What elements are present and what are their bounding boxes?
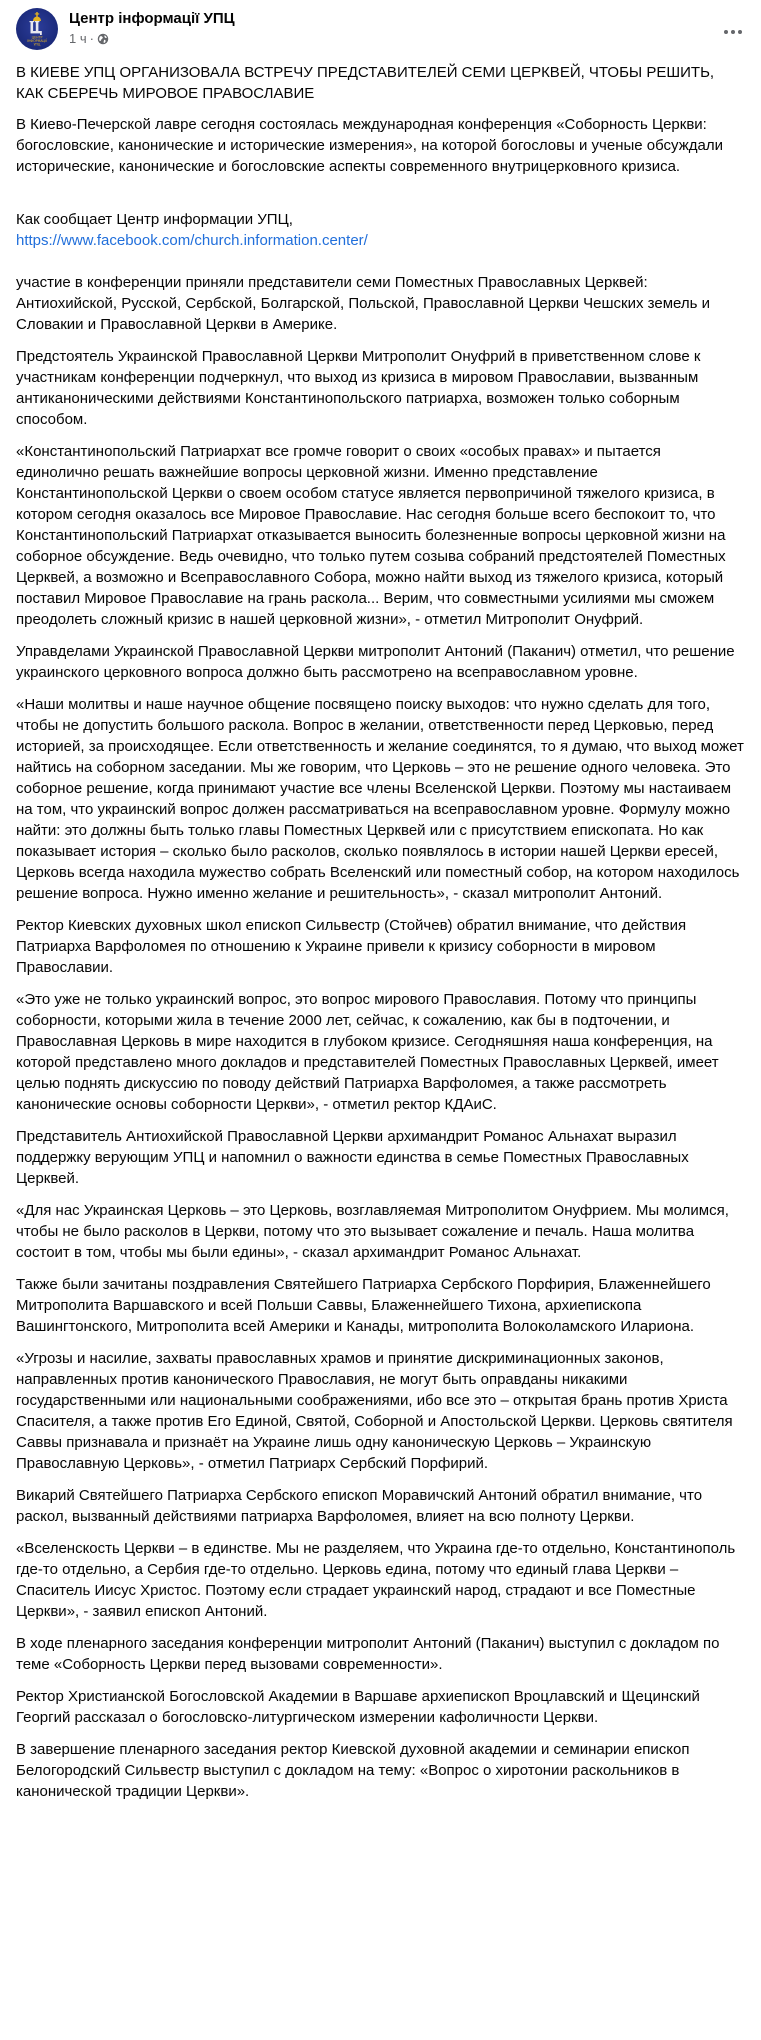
svg-text:ЦЕНТР: ЦЕНТР — [31, 35, 43, 40]
post-paragraph: «Угрозы и насилие, захваты православных храмов и принятие дискриминационных законов, направленных против канонического Православия, не могут быть оправданы никакими государственными или национальными соображениями, ибо все это – открытая брань против Христа Спасителя, а также против Его Единой, Святой, Соборной и Апостольской Церкви. Церковь святителя Саввы признавала и признаёт на Украине лишь одну каноническую Церковь – Украинскую Православную Церковь», - отметил Патриарх Сербский Порфирий. — [16, 1350, 733, 1472]
more-dot — [731, 30, 735, 34]
post-body — [0, 62, 761, 1802]
post-paragraph: «Наши молитвы и наше научное общение посвящено поиску выходов: что нужно сделать для того, чтобы не допустить большого раскола. Вопрос в желании, ответственности перед Церковью, перед историей, за происходящее. Если ответственность и желание соединятся, то я думаю, что выход может найтись на соборном заседании. Мы же говорим, что Церковь – это не решение одного человека. Это соборное решение, когда принимают участие все члены Вселенской Церкви. Поэтому мы настаиваем на том, что украинский вопрос должен рассматриваться на всеправославном уровне. Формулу можно найти: это должны быть только главы Поместных Церквей или с присутствием епископата. Но как показывает история – сколько было расколов, сколько появлялось в истории нашей Церкви ересей, Церковь всегда находила мужество собрать Вселенский или поместный собор, на котором находилось решение вопроса. Нужно именно желание и решительность», - сказал митрополит Антоний. — [16, 696, 744, 902]
source-rest: участие в конференции приняли представители семи Поместных Православных Церквей: Антиохийской, Русской, Сербской, Болгарской, Польской, Православной Церкви Чешских земель и Словакии и Православной Церкви в Америке. — [16, 274, 710, 333]
post-paragraph: Представитель Антиохийской Православной Церкви архимандрит Романос Альнахат выразил поддержку верующим УПЦ и напомнил о важности единства в семье Поместных Православных Церквей. — [16, 1128, 689, 1187]
separator-dot: · — [89, 31, 94, 46]
post-paragraph: «Вселенскость Церкви – в единстве. Мы не разделяем, что Украина где-то отдельно, Константинополь где-то отдельно, а Сербия где-то отдельно. Церковь едина, потому что единый глава Церкви – Спаситель Иисус Христос. Поэтому если страдает украинский народ, страдают и все Поместные Церкви», - заявил епископ Антоний. — [16, 1540, 736, 1620]
globe-icon[interactable] — [97, 33, 109, 45]
svg-text:ІНФОРМАЦІЇ: ІНФОРМАЦІЇ — [27, 39, 47, 43]
post-paragraph: Управделами Украинской Православной Церкви митрополит Антоний (Паканич) отметил, что решение украинского церковного вопроса должно быть рассмотрено на всеправославном уровне. — [16, 643, 735, 681]
source-link[interactable]: https://www.facebook.com/church.information.center/ — [16, 232, 368, 249]
page-name-link[interactable]: Центр інформації УПЦ — [69, 10, 235, 27]
post-paragraph: «Константинопольский Патриархат все громче говорит о своих «особых правах» и пытается единолично решать важнейшие вопросы церковной жизни. Именно представление Константинопольской Церкви о своем особом статусе является первопричиной тяжелого кризиса, в котором сегодня оказалось все Мировое Православие. Нас сегодня больше всего беспокоит то, что Константинопольский Патриархат отказывается выносить болезненные вопросы церковной жизни на соборное обсуждение. Ведь очевидно, что только путем созыва собраний предстоятелей Поместных Церквей, а возможно и Всеправославного Собора, можно найти выход из тяжелого кризиса, который поставил Мировое Православие на грань раскола... Верим, что совместными усилиями мы сможем преодолеть сложный кризис в нашей церковной жизни», - отметил Митрополит Онуфрий. — [16, 443, 726, 628]
post-headline: В КИЕВЕ УПЦ ОРГАНИЗОВАЛА ВСТРЕЧУ ПРЕДСТАВИТЕЛЕЙ СЕМИ ЦЕРКВЕЙ, ЧТОБЫ РЕШИТЬ, КАК СБЕРЕЧЬ МИРОВОЕ ПРАВОСЛАВИЕ — [16, 64, 715, 102]
post-paragraph: В Киево-Печерской лавре сегодня состоялась международная конференция «Соборность Церкви: богословские, канонические и исторические измерения», на которой богословы и ученые обсуждали исторические, канонические и богословские аспекты современного внутрицерковного кризиса. — [16, 116, 723, 175]
more-options-button[interactable] — [715, 14, 751, 50]
post-header — [0, 0, 761, 62]
more-horizontal-icon — [724, 30, 728, 34]
church-logo-icon — [16, 8, 58, 50]
page-avatar[interactable] — [16, 8, 58, 50]
post-paragraph: Викарий Святейшего Патриарха Сербского епископ Моравичский Антоний обратил внимание, что раскол, вызванный действиями патриарха Варфоломея, влияет на всю полноту Церкви. — [16, 1487, 703, 1525]
more-dot — [738, 30, 742, 34]
post-paragraph: В завершение пленарного заседания ректор Киевской духовной академии и семинарии епископ Белогородский Сильвестр выступил с докладом на тему: «Вопрос о хиротонии раскольников в канонической традиции Церкви». — [16, 1741, 690, 1800]
post-paragraph: Также были зачитаны поздравления Святейшего Патриарха Сербского Порфирия, Блаженнейшего Митрополита Варшавского и всей Польши Саввы, Блаженнейшего Тихона, архиепископа Вашингтонского, Митрополита всей Америки и Канады, митрополита Волоколамского Илариона. — [16, 1276, 711, 1335]
post-paragraph: «Для нас Украинская Церковь – это Церковь, возглавляемая Митрополитом Онуфрием. Мы молимся, чтобы не было расколов в Церкви, потому что это вызывает сожаление и печаль. Наша молитва состоит в том, чтобы мы были едины», - сказал архимандрит Романос Альнахат. — [16, 1202, 729, 1261]
source-intro: Как сообщает Центр информации УПЦ, — [16, 211, 293, 228]
post-paragraph: Предстоятель Украинской Православной Церкви Митрополит Онуфрий в приветственном слове к участникам конференции подчеркнул, что выход из кризиса в мировом Православии, вызванным антиканоническими действиями Константинопольского патриарха, возможен только соборным способом. — [16, 348, 701, 428]
post-paragraph: Ректор Киевских духовных школ епископ Сильвестр (Стойчев) обратил внимание, что действия Патриарха Варфоломея по отношению к Украине привели к кризису соборности в мировом Православии. — [16, 917, 687, 976]
post-meta — [69, 6, 235, 47]
post-timestamp[interactable]: 1 ч — [69, 31, 87, 46]
post-paragraph: «Это уже не только украинский вопрос, это вопрос мирового Православия. Потому что принципы соборности, которыми жила в течение 2000 лет, сейчас, к сожалению, как бы в подточении, и Православная Церковь в мире находится в глубоком кризисе. Сегодняшняя наша конференция, на которой представлено много докладов и представителей Поместных Православных Церквей, имеет целью поднять дискуссию по поводу действий Патриарха Варфоломея, а также рассмотреть канонические основы соборности Церкви», - отметил ректор КДАиС. — [16, 991, 719, 1113]
post-paragraph: Ректор Христианской Богословской Академии в Варшаве архиепископ Вроцлавский и Щецинский Георгий рассказал о богословско-литургическом измерении кафоличности Церкви. — [16, 1688, 700, 1726]
source-paragraph — [16, 188, 745, 335]
post-paragraph: В ходе пленарного заседания конференции митрополит Антоний (Паканич) выступил с докладом по теме «Соборность Церкви перед вызовами современности». — [16, 1635, 720, 1673]
post-subline — [69, 31, 235, 47]
svg-text:УПЦ: УПЦ — [33, 42, 41, 47]
